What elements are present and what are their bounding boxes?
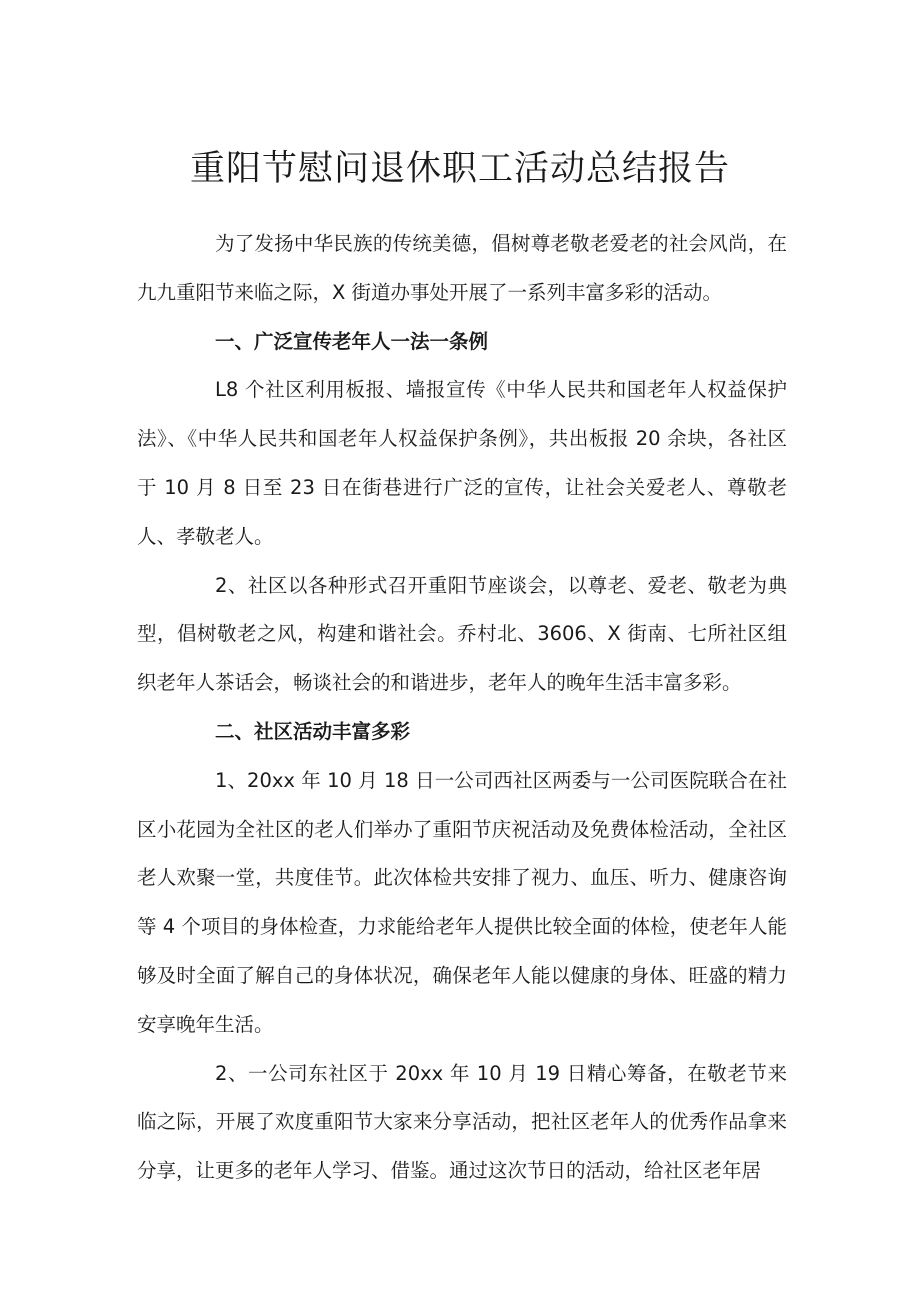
intro-paragraph: 为了发扬中华民族的传统美德，倡树尊老敬老爱老的社会风尚，在九九重阳节来临之际，X 街道办事处开展了一系列丰富多彩的活动。 xyxy=(137,232,787,304)
body-paragraph: 1、20xx 年 10 月 18 日一公司西社区两委与一公司医院联合在社区小花园为全社区的老人们举办了重阳节庆祝活动及免费体检活动，全社区老人欢聚一堂，共度佳节。此次体检共安排了视力、血压、听力、健康咨询等 4 个项目的身体检查，力求能给老年人提供比较全面的体检，使老年人能够及时全面了解自己的身体状况，确保老年人能以健康的身体、旺盛的精力安享晚年生活。 xyxy=(137,768,787,1036)
document-title: 重阳节慰问退休职工活动总结报告 xyxy=(189,149,730,189)
section-heading-2: 二、社区活动丰富多彩 xyxy=(215,719,411,743)
body-paragraph: 2、一公司东社区于 20xx 年 10 月 19 日精心筹备，在敬老节来临之际，开展了欢度重阳节大家来分享活动，把社区老年人的优秀作品拿来分享，让更多的老年人学习、借鉴。通过这次节日的活动，给社区老年居 xyxy=(137,1061,787,1183)
body-paragraph: L8 个社区利用板报、墙报宣传《中华人民共和国老年人权益保护法》、《中华人民共和国老年人权益保护条例》，共出板报 20 余块，各社区于 10 月 8 日至 23 日在街巷进行广泛的宣传，让社会关爱老人、尊敬老人、孝敬老人。 xyxy=(137,378,787,548)
section-heading-1: 一、广泛宣传老年人一法一条例 xyxy=(215,329,489,353)
document-body xyxy=(137,220,787,1196)
body-paragraph: 2、社区以各种形式召开重阳节座谈会，以尊老、爱老、敬老为典型，倡树敬老之风，构建和谐社会。乔村北、3606、X 街南、七所社区组织老年人茶话会，畅谈社会的和谐进步，老年人的晚年生活丰富多彩。 xyxy=(137,573,787,695)
